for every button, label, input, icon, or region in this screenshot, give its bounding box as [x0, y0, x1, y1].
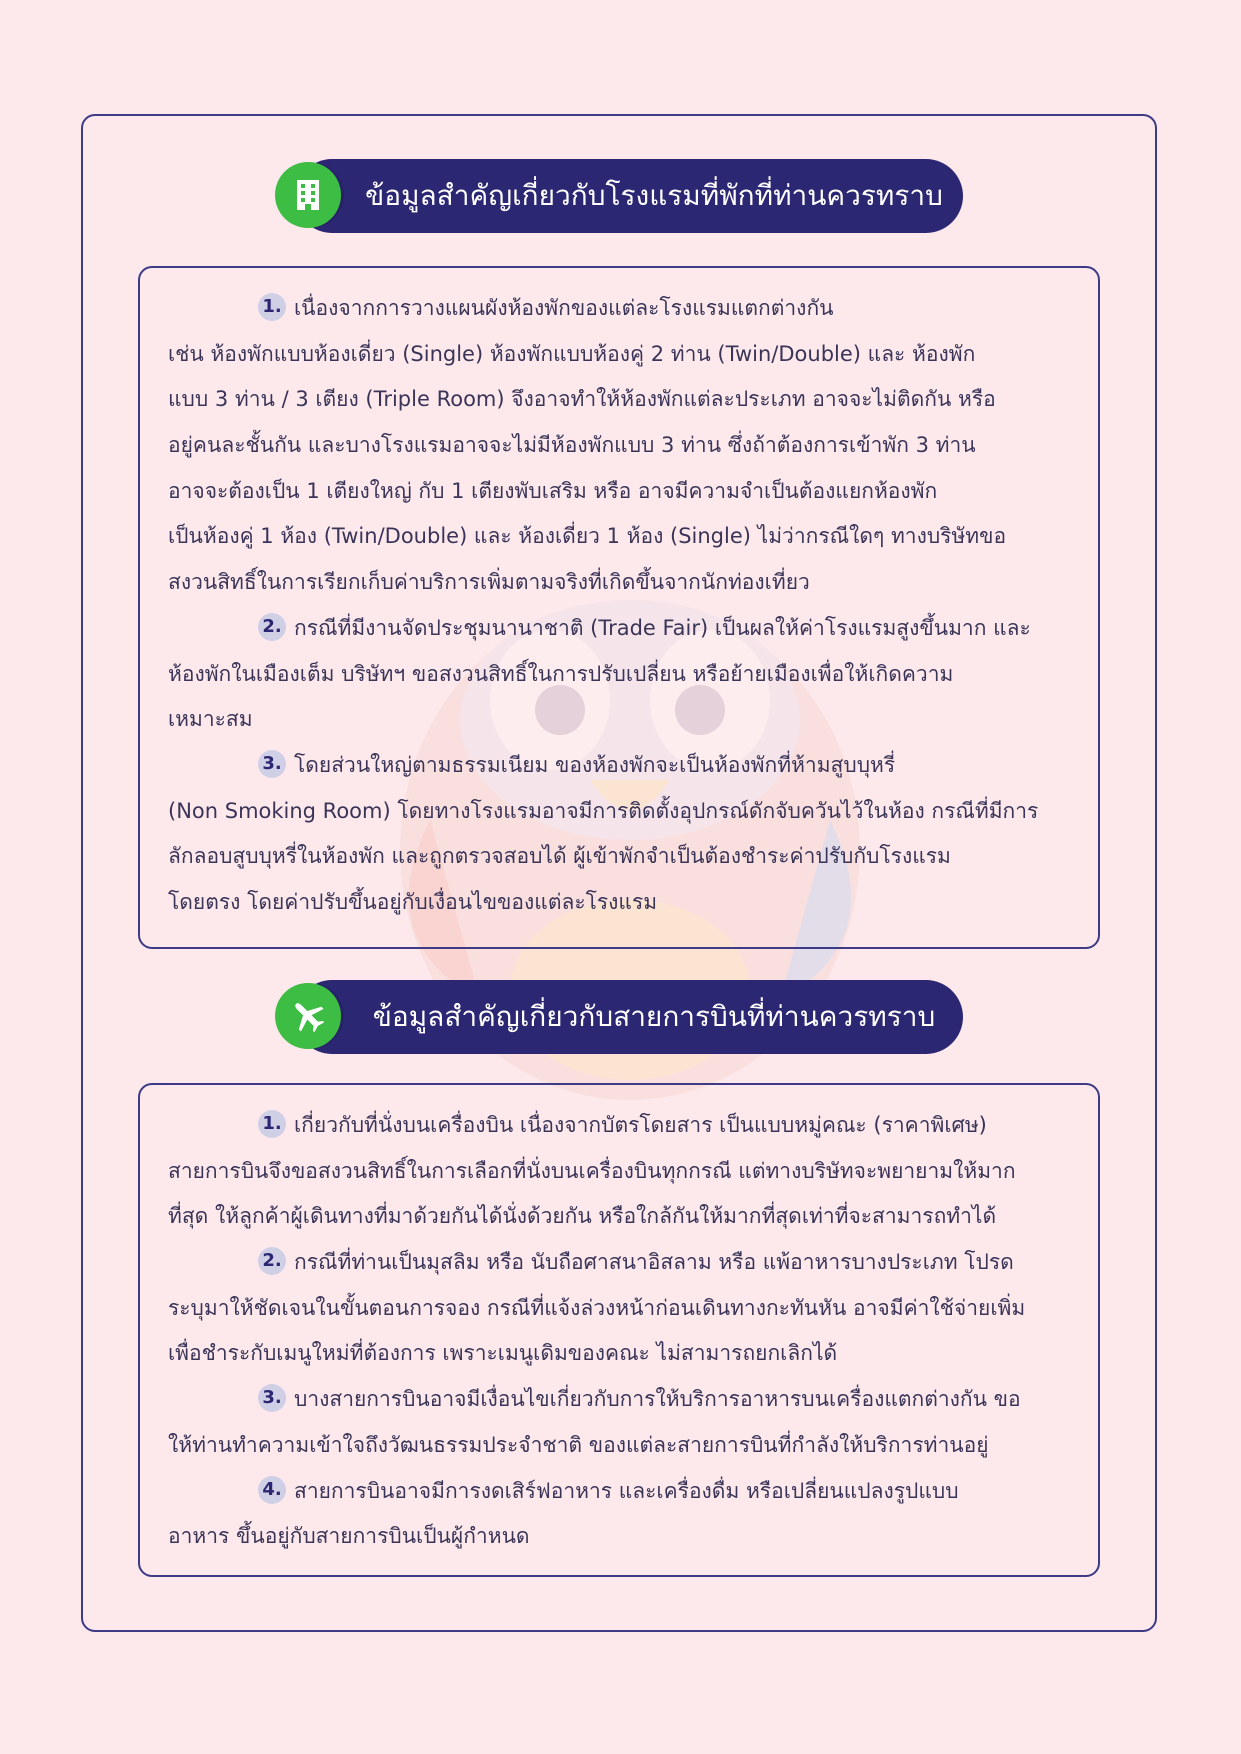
- building-icon: [275, 162, 341, 228]
- line-text: กรณีที่มีงานจัดประชุมนานาชาติ (Trade Fair) เป็นผลให้ค่าโรงแรมสูงขึ้นมาก และ: [294, 615, 1031, 640]
- hotel-section-title: ข้อมูลสำคัญเกี่ยวกับโรงแรมที่พักที่ท่านควรทราบ: [365, 179, 943, 212]
- item-number-badge: 3.: [258, 1384, 286, 1412]
- hotel-item-1-line-2: เช่น ห้องพักแบบห้องเดี่ยว (Single) ห้องพักแบบห้องคู่ 2 ท่าน (Twin/Double) และ ห้องพัก: [168, 341, 976, 366]
- line-text: บางสายการบินอาจมีเงื่อนไขเกี่ยวกับการให้บริการอาหารบนเครื่องแตกต่างกัน ขอ: [294, 1387, 1021, 1412]
- hotel-item-1-line-1: [168, 286, 1078, 332]
- line-text: เนื่องจากการวางแผนผังห้องพักของแต่ละโรงแรมแตกต่างกัน: [294, 296, 834, 320]
- airline-item-2-line-2: ระบุมาให้ชัดเจนในขั้นตอนการจอง กรณีที่แจ้งล่วงหน้าก่อนเดินทางกะทันหัน อาจมีค่าใช้จ่ายเพิ่ม: [168, 1295, 1026, 1320]
- hotel-item-1-line-7: สงวนสิทธิ์ในการเรียกเก็บค่าบริการเพิ่มตามจริงที่เกิดขึ้นจากนักท่องเที่ยว: [168, 570, 810, 595]
- line-text: โดยส่วนใหญ่ตามธรรมเนียม ของห้องพักจะเป็นห้องพักที่ห้ามสูบบุหรี่: [294, 752, 896, 777]
- item-number-badge: 3.: [258, 750, 286, 778]
- hotel-item-3-line-4: โดยตรง โดยค่าปรับขึ้นอยู่กับเงื่อนไขของแต่ละโรงแรม: [168, 889, 658, 914]
- item-number-badge: 1.: [258, 1110, 286, 1138]
- airline-item-1-line-1: [168, 1103, 1078, 1149]
- airline-section-title: ข้อมูลสำคัญเกี่ยวกับสายการบินที่ท่านควรทราบ: [372, 1000, 936, 1033]
- line-text: กรณีที่ท่านเป็นมุสลิม หรือ นับถือศาสนาอิสลาม หรือ แพ้อาหารบางประเภท โปรด: [294, 1250, 1014, 1275]
- hotel-item-1-line-3: แบบ 3 ท่าน / 3 เตียง (Triple Room) จึงอาจทำให้ห้องพักแต่ละประเภท อาจจะไม่ติดกัน หรือ: [168, 387, 996, 412]
- hotel-item-2-line-3: เหมาะสม: [168, 707, 253, 732]
- hotel-info-box: [138, 266, 1100, 949]
- airline-item-4-line-2: อาหาร ขึ้นอยู่กับสายการบินเป็นผู้กำหนด: [168, 1524, 530, 1549]
- item-number-badge: 2.: [258, 1247, 286, 1275]
- airline-item-3-line-2: ให้ท่านทำความเข้าใจถึงวัฒนธรรมประจำชาติ ของแต่ละสายการบินที่กำลังให้บริการท่านอยู่: [168, 1432, 989, 1457]
- line-text: สายการบินอาจมีการงดเสิร์ฟอาหาร และเครื่องดื่ม หรือเปลี่ยนแปลงรูปแบบ: [294, 1478, 959, 1503]
- hotel-item-2-line-1: [168, 606, 1078, 652]
- hotel-item-3-line-2: (Non Smoking Room) โดยทางโรงแรมอาจมีการติดตั้งอุปกรณ์ดักจับควันไว้ในห้อง กรณีที่มีการ: [168, 798, 1039, 823]
- hotel-item-3-line-3: ลักลอบสูบบุหรี่ในห้องพัก และถูกตรวจสอบได้ ผู้เข้าพักจำเป็นต้องชำระค่าปรับกับโรงแรม: [168, 844, 951, 869]
- airline-item-4-line-1: [168, 1469, 1078, 1515]
- airline-item-1-line-3: ที่สุด ให้ลูกค้าผู้เดินทางที่มาด้วยกันได้นั่งด้วยกัน หรือใกล้กันให้มากที่สุดเท่าที่จะสามารถทำได้: [168, 1204, 997, 1229]
- airline-section-header: [275, 980, 963, 1054]
- line-text: เกี่ยวกับที่นั่งบนเครื่องบิน เนื่องจากบัตรโดยสาร เป็นแบบหมู่คณะ (ราคาพิเศษ): [294, 1113, 987, 1137]
- airline-item-2-line-1: [168, 1240, 1078, 1286]
- hotel-section-header: [275, 159, 963, 233]
- airplane-icon: [275, 983, 341, 1049]
- hotel-item-3-line-1: [168, 743, 1078, 789]
- item-number-badge: 1.: [258, 293, 286, 321]
- airline-item-2-line-3: เพื่อชำระกับเมนูใหม่ที่ต้องการ เพราะเมนูเดิมของคณะ ไม่สามารถยกเลิกได้: [168, 1341, 838, 1366]
- hotel-item-1-line-5: อาจจะต้องเป็น 1 เตียงใหญ่ กับ 1 เตียงพับเสริม หรือ อาจมีความจำเป็นต้องแยกห้องพัก: [168, 478, 938, 503]
- hotel-item-1-line-4: อยู่คนละชั้นกัน และบางโรงแรมอาจจะไม่มีห้องพักแบบ 3 ท่าน ซึ่งถ้าต้องการเข้าพัก 3 ท่าน: [168, 433, 976, 458]
- airline-info-box: [138, 1083, 1100, 1577]
- airline-item-3-line-1: [168, 1377, 1078, 1423]
- hotel-item-1-line-6: เป็นห้องคู่ 1 ห้อง (Twin/Double) และ ห้องเดี่ยว 1 ห้อง (Single) ไม่ว่ากรณีใดๆ ทางบริษัทขอ: [168, 524, 1007, 549]
- item-number-badge: 2.: [258, 613, 286, 641]
- item-number-badge: 4.: [258, 1476, 286, 1504]
- hotel-item-2-line-2: ห้องพักในเมืองเต็ม บริษัทฯ ขอสงวนสิทธิ์ในการปรับเปลี่ยน หรือย้ายเมืองเพื่อให้เกิดความ: [168, 661, 954, 686]
- airline-item-1-line-2: สายการบินจึงขอสงวนสิทธิ์ในการเลือกที่นั่งบนเครื่องบินทุกกรณี แต่ทางบริษัทจะพยายามให้มาก: [168, 1158, 1016, 1183]
